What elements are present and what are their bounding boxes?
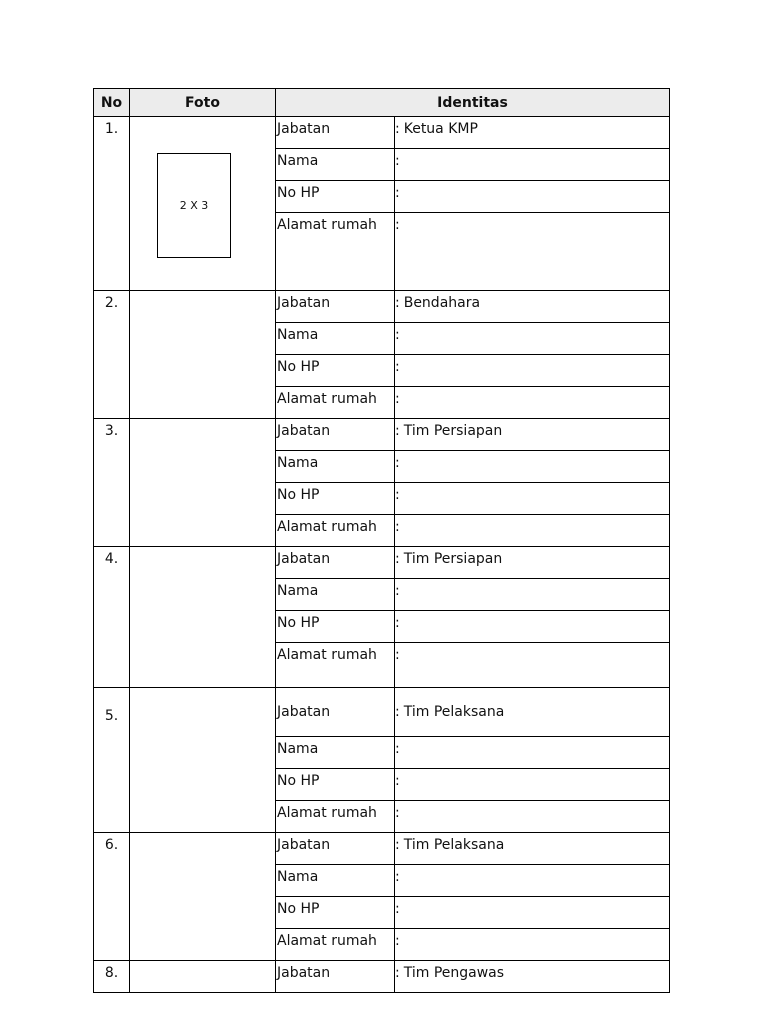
- label-no-hp: No HP: [276, 483, 395, 515]
- photo-cell: [130, 419, 276, 547]
- row-number: 1.: [94, 117, 130, 291]
- table-row: [94, 833, 670, 865]
- label-alamat: Alamat rumah: [276, 515, 395, 547]
- label-nama: Nama: [276, 149, 395, 181]
- label-jabatan: Jabatan: [276, 961, 395, 993]
- label-alamat: Alamat rumah: [276, 801, 395, 833]
- value-jabatan: : Tim Persiapan: [395, 547, 670, 579]
- value-no-hp: :: [395, 355, 670, 387]
- label-alamat: Alamat rumah: [276, 643, 395, 688]
- value-jabatan: : Tim Pelaksana: [395, 833, 670, 865]
- row-number: 6.: [94, 833, 130, 961]
- table-row: [94, 117, 670, 149]
- photo-cell: [130, 547, 276, 688]
- label-jabatan: Jabatan: [276, 291, 395, 323]
- label-nama: Nama: [276, 737, 395, 769]
- label-alamat: Alamat rumah: [276, 387, 395, 419]
- photo-cell: [130, 688, 276, 833]
- value-nama: :: [395, 865, 670, 897]
- label-no-hp: No HP: [276, 355, 395, 387]
- value-jabatan: : Ketua KMP: [395, 117, 670, 149]
- value-jabatan: : Tim Pelaksana: [395, 688, 670, 737]
- row-number: 3.: [94, 419, 130, 547]
- label-nama: Nama: [276, 579, 395, 611]
- value-nama: :: [395, 323, 670, 355]
- value-alamat: :: [395, 643, 670, 688]
- header-foto: Foto: [130, 89, 276, 117]
- label-jabatan: Jabatan: [276, 419, 395, 451]
- photo-placeholder: [157, 153, 231, 258]
- label-no-hp: No HP: [276, 897, 395, 929]
- table-row: [94, 688, 670, 737]
- value-alamat: :: [395, 213, 670, 291]
- label-jabatan: Jabatan: [276, 688, 395, 737]
- photo-size-label: 2 X 3: [179, 199, 209, 212]
- label-jabatan: Jabatan: [276, 117, 395, 149]
- value-jabatan: : Bendahara: [395, 291, 670, 323]
- value-no-hp: :: [395, 611, 670, 643]
- value-alamat: :: [395, 801, 670, 833]
- value-no-hp: :: [395, 769, 670, 801]
- header-no: No: [94, 89, 130, 117]
- value-alamat: :: [395, 515, 670, 547]
- value-nama: :: [395, 451, 670, 483]
- table-row: [94, 547, 670, 579]
- value-alamat: :: [395, 929, 670, 961]
- photo-cell: [130, 833, 276, 961]
- label-jabatan: Jabatan: [276, 547, 395, 579]
- label-nama: Nama: [276, 451, 395, 483]
- row-number: 4.: [94, 547, 130, 688]
- value-no-hp: :: [395, 483, 670, 515]
- header-identitas: Identitas: [276, 89, 670, 117]
- label-alamat: Alamat rumah: [276, 929, 395, 961]
- value-no-hp: :: [395, 181, 670, 213]
- row-number: 5.: [94, 688, 130, 833]
- table-row: [94, 291, 670, 323]
- label-no-hp: No HP: [276, 181, 395, 213]
- value-no-hp: :: [395, 897, 670, 929]
- value-nama: :: [395, 149, 670, 181]
- label-nama: Nama: [276, 865, 395, 897]
- value-jabatan: : Tim Pengawas: [395, 961, 670, 993]
- photo-cell: [130, 961, 276, 993]
- row-number: 8.: [94, 961, 130, 993]
- label-no-hp: No HP: [276, 769, 395, 801]
- table-row: [94, 419, 670, 451]
- table-row: [94, 961, 670, 993]
- value-jabatan: : Tim Persiapan: [395, 419, 670, 451]
- label-no-hp: No HP: [276, 611, 395, 643]
- value-nama: :: [395, 737, 670, 769]
- value-alamat: :: [395, 387, 670, 419]
- row-number: 2.: [94, 291, 130, 419]
- label-alamat: Alamat rumah: [276, 213, 395, 291]
- label-jabatan: Jabatan: [276, 833, 395, 865]
- value-nama: :: [395, 579, 670, 611]
- photo-cell: [130, 291, 276, 419]
- label-nama: Nama: [276, 323, 395, 355]
